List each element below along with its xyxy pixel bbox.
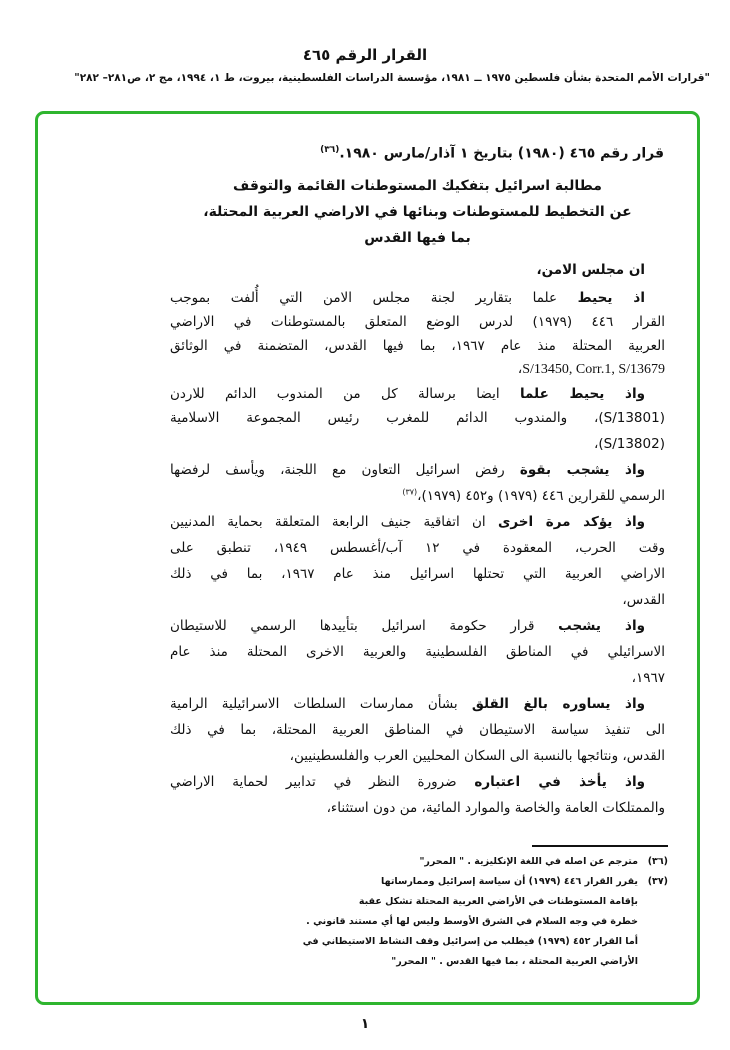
body-line-text: القدس، [622, 592, 665, 608]
heading-line-3: بما فيها القدس [364, 230, 471, 246]
body-line [170, 720, 665, 740]
body-line-text: قرار حكومة اسرائيل بتأييدها الرسمي للاستيطان [170, 618, 559, 634]
footnote-rule [532, 845, 668, 847]
document-title: القرار الرقم ٤٦٥ [302, 46, 428, 64]
body-line [170, 336, 665, 356]
body-line [170, 590, 665, 610]
body-line-text: ان اتفاقية جنيف الرابعة المتعلقة بحماية المدنيين [170, 514, 498, 530]
body-line-text: الرسمي للقرارين ٤٤٦ (١٩٧٩) و٤٥٢ (١٩٧٩)، [417, 488, 665, 504]
body-line-text: الى تنفيذ سياسة الاستيطان في المناطق العربية المحتلة، بما في ذلك [170, 722, 665, 738]
body-line-text: ١٩٦٧، [631, 670, 665, 686]
body-line [170, 616, 645, 636]
body-line [170, 538, 665, 558]
body-line [170, 312, 665, 332]
page-number: ١ [360, 1016, 370, 1032]
body-line-text: (S/13802)، [594, 436, 665, 452]
body-line-text: ضرورة النظر في تدابير لحماية الاراضي [170, 774, 475, 790]
body-line [170, 798, 665, 818]
opening-clause: ان مجلس الامن، [536, 262, 645, 278]
body-line-text: القدس، ونتائجها بالنسبة الى السكان المحليين العرب والفلسطينيين، [289, 748, 665, 764]
body-line-text: ايضا برسالة كل من المندوب الدائم للاردن [170, 386, 520, 402]
body-line-text: S/13450, Corr.1, S/13679، [517, 362, 665, 377]
footnote-text: يقرر القرار ٤٤٦ (١٩٧٩) أن سياسة إسرائيل وممارساتها [381, 876, 638, 887]
body-line [170, 360, 665, 380]
footnote-number: (٣٦) [647, 856, 668, 867]
footnote-ref: (٣٦) [320, 145, 340, 155]
body-line [170, 668, 665, 688]
body-line-text: الاسرائيلي في المناطق الفلسطينية والعربية الاخرى المحتلة منذ عام [170, 644, 665, 660]
body-line-text: والممتلكات العامة والخاصة والموارد المائية، من دون استثناء، [326, 800, 665, 816]
body-line [170, 434, 665, 454]
operative-phrase: اذ يحيط [577, 290, 645, 306]
body-line-text: العربية المحتلة منذ عام ١٩٦٧، بما فيها القدس، المتضمنة في الوثائق [170, 338, 665, 354]
body-line [170, 746, 665, 766]
body-line-text: القرار ٤٤٦ (١٩٧٩) لدرس الوضع المتعلق بالمستوطنات في الاراضي [170, 314, 666, 330]
body-line-text: بشأن ممارسات السلطات الاسرائيلية الرامية [170, 696, 472, 712]
footnote-ref: (٣٧) [402, 487, 418, 497]
operative-phrase: واذ يشجب بقوة [519, 462, 645, 478]
body-line-text: علما بتقارير لجنة مجلس الامن التي أُلفت بموجب [170, 290, 578, 306]
footnote-text: الأراضي العربية المحتلة ، بما فيها القدس . " المحرر" [391, 956, 638, 967]
footnote-text: بإقامة المستوطنات في الأراضي العربية المحتلة تشكل عقبة [358, 896, 638, 907]
operative-phrase: واذ يحيط علما [519, 386, 645, 402]
body-line-text: رفض اسرائيل التعاون مع اللجنة، ويأسف لرفضها [170, 462, 520, 478]
body-line [170, 642, 665, 662]
resolution-number-date: قرار رقم ٤٦٥ (١٩٨٠) بتاريخ ١ آذار/مارس ١٩٨٠. [339, 145, 664, 162]
body-line-text: وقت الحرب، المعقودة في ١٢ آب/أغسطس ١٩٤٩، تنطبق على [170, 540, 665, 556]
body-line [170, 772, 645, 792]
resolution-line [320, 145, 664, 162]
body-line [170, 512, 645, 532]
footnote-text: أما القرار ٤٥٢ (١٩٧٩) فيطلب من إسرائيل وقف النشاط الاستيطاني في [302, 936, 638, 947]
heading-line-1: مطالبة اسرائيل بتفكيك المستوطنات القائمة والتوقف [233, 178, 602, 194]
body-line [170, 288, 645, 308]
footnote-text: خطرة في وجه السلام في الشرق الأوسط وليس لها أي مستند قانوني . [306, 916, 638, 927]
operative-phrase: واذ يساوره بالغ القلق [471, 696, 645, 712]
body-line [170, 486, 665, 506]
footnote-text: مترجم عن اصله في اللغة الإنكليزية . " المحرر" [419, 856, 638, 867]
operative-phrase: واذ يأخذ في اعتباره [474, 774, 645, 790]
footnote-number: (٣٧) [647, 876, 668, 887]
body-line [170, 564, 665, 584]
heading-line-2: عن التخطيط للمستوطنات وبنائها في الاراضي العربية المحتلة، [203, 204, 632, 220]
body-line [170, 460, 645, 480]
body-line [170, 694, 645, 714]
operative-phrase: واذ يشجب [558, 618, 645, 634]
source-citation: "قرارات الأمم المتحدة بشأن فلسطين ١٩٧٥ ــ ١٩٨١، مؤسسة الدراسات الفلسطينية، بيروت، ط ١، ١٩٩٤، مج ٢، ص٢٨١– ٢٨٢" [74, 72, 710, 84]
operative-phrase: واذ يؤكد مرة اخرى [497, 514, 645, 530]
body-line [170, 384, 645, 404]
body-line [170, 408, 665, 428]
body-line-text: الاراضي العربية التي تحتلها اسرائيل منذ عام ١٩٦٧، بما في ذلك [170, 566, 665, 582]
body-line-text: (S/13801)، والمندوب الدائم للمغرب رئيس المجموعة الاسلامية [170, 410, 665, 426]
